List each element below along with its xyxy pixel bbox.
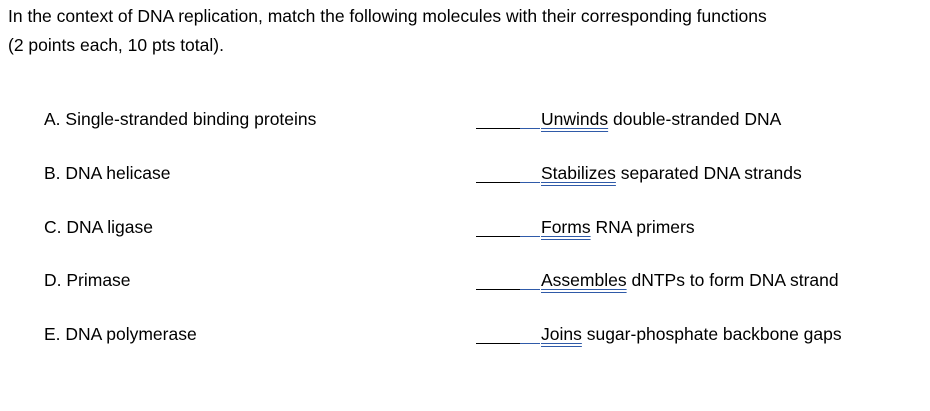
function-item-3 xyxy=(541,215,695,239)
function-verb-1: Unwinds xyxy=(541,109,609,129)
function-item-4 xyxy=(541,268,839,292)
function-text-3: RNA primers xyxy=(590,217,695,237)
molecule-item-c: C. DNA ligase xyxy=(44,217,153,237)
function-text-4: dNTPs to form DNA strand xyxy=(626,270,839,290)
answer-blank-2-marker xyxy=(520,160,540,183)
function-text-2: separated DNA strands xyxy=(615,163,802,183)
answer-blank-1[interactable] xyxy=(476,106,520,129)
answer-blank-1-marker xyxy=(520,106,540,129)
function-text-1: double-stranded DNA xyxy=(608,109,782,129)
function-verb-4: Assembles xyxy=(541,270,627,290)
function-item-5 xyxy=(541,322,842,346)
function-text-5: sugar-phosphate backbone gaps xyxy=(581,324,842,344)
answer-blank-4[interactable] xyxy=(476,267,520,290)
answer-blank-5-marker xyxy=(520,321,540,344)
answer-blank-3-marker xyxy=(520,214,540,237)
answer-blank-4-marker xyxy=(520,267,540,290)
function-verb-5: Joins xyxy=(541,324,582,344)
question-prompt xyxy=(8,2,923,60)
function-verb-3: Forms xyxy=(541,217,591,237)
molecule-item-e: E. DNA polymerase xyxy=(44,324,197,344)
function-item-1 xyxy=(541,107,781,131)
molecule-item-a: A. Single-stranded binding proteins xyxy=(44,109,317,129)
answer-blank-3[interactable] xyxy=(476,214,520,237)
molecule-item-d: D. Primase xyxy=(44,270,131,290)
function-item-2 xyxy=(541,161,802,185)
answer-blank-5[interactable] xyxy=(476,321,520,344)
answer-blank-2[interactable] xyxy=(476,160,520,183)
question-line-1: In the context of DNA replication, match the following molecules with their corresponding functions xyxy=(8,6,767,26)
question-line-2: (2 points each, 10 pts total). xyxy=(8,35,224,55)
molecule-item-b: B. DNA helicase xyxy=(44,163,171,183)
function-verb-2: Stabilizes xyxy=(541,163,616,183)
